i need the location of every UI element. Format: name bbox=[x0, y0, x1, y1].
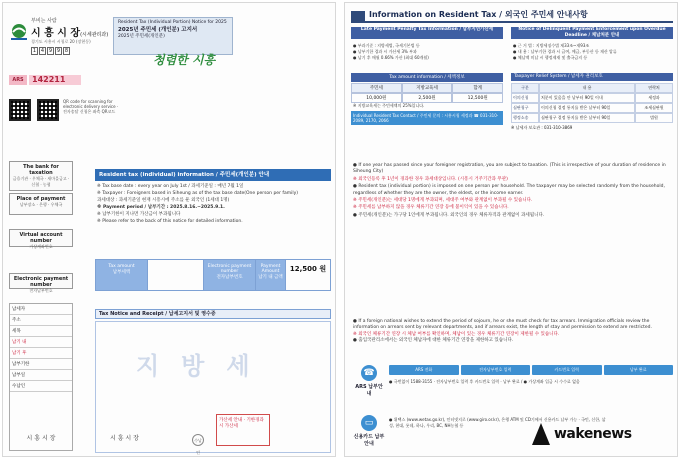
table-row: 심판청구 이의신청 결정 통지를 받은 날부터 90일 조세심판원 bbox=[511, 103, 673, 113]
relief-table: 구분 내 용 연락처 이의신청 처분이 있음을 안 날부터 90일 이내 세정과 심판청구 이의신청 결정 통지를 받은 날부터 90일 조세심판원 행정소송 심판청구 결정 통지를 받은 날부터 90일 법원 ※ 납세자 보호관 : 031-310-3869 bbox=[511, 83, 673, 131]
relief-header: Taxpayer Relief System / 납세자 권리보호 bbox=[511, 73, 673, 81]
side-receipt-form: 납세자 주소 세목 납기 내 납기 후 납부기한 납부일 수납인 시 흥 시 장 bbox=[9, 303, 73, 451]
issuer-sub: 부비는 사람 bbox=[31, 18, 57, 24]
penalty-notice-box: 가산세 안내 · 기한경과 시 가산세 bbox=[216, 414, 270, 446]
resident-tax-info-header: Resident tax (individual) information / 주민세(개인분) 안내 bbox=[95, 169, 331, 181]
ars-label: ARS bbox=[9, 75, 27, 85]
title-accent-icon bbox=[351, 11, 365, 21]
virtual-account-stub: Virtual account number 가상계좌번호 bbox=[9, 229, 73, 247]
tax-amount-header: Tax amount information / 세액정보 bbox=[351, 73, 503, 82]
resident-tax-info-body: ※ Tax base date : every year on July 1st / 과세기준일 : 매년 7월 1일 ※ Taxpayer : Foreigners based in Siheung as of the tax base date(One person per family) 과세대상 : 과세기준일 현재 시흥시에 주소를 둔 외국인 (1세대 1명) ※ Payment period / 납부기간 : 2025.8.16.~2025.9.1. ※ 납부기한이 지나면 가산금이 부과됩니다 ※ Please refer to the back of this notice for detailed information. bbox=[97, 184, 299, 224]
qr-code-icon[interactable] bbox=[37, 99, 59, 121]
table-row: 이의신청 처분이 있음을 안 날부터 90일 이내 세정과 bbox=[511, 93, 673, 103]
electronic-payment-stub: Electronic payment number 전자납부번호 bbox=[9, 273, 73, 289]
postal-code-digits: 1 4 9 9 8 bbox=[32, 48, 69, 54]
card-payment-text: ● 위택스 (www.wetax.go.kr), 인터넷지로 (www.giro.or.kr), 은행 ATM 및 CD기에서 신용카드 납부 가능 · 국민, 신한, 삼성, 현대, 롯데, 하나, 우리, BC, NH농협 등 bbox=[389, 417, 606, 428]
ars-steps: ARS 전화 전자납부번호 입력 카드번호 입력 납부 완료 bbox=[389, 365, 673, 375]
ars-sub-text: ● 국번없이 1588-3155 · 전자납부번호 입력 후 카드번호 입력 · 납부 완료 / ● 가상계좌 입금 시 수수료 없음 bbox=[389, 379, 580, 384]
place-of-payment-stub: Place of payment 납부장소 · 은행 · 우체국 bbox=[9, 193, 73, 215]
credit-card-icon: ▭ bbox=[361, 415, 377, 431]
page-title: Information on Resident Tax / 외국인 주민세 안내사항 bbox=[351, 9, 673, 23]
qr-caption: QR code for scanning for electronic delivery service · 전자송달 신청은 좌측 QR코드 bbox=[63, 99, 119, 114]
qr-code-icon[interactable] bbox=[9, 99, 31, 121]
awakenews-watermark: wakenews bbox=[530, 420, 670, 448]
ars-payment-guide: ☎ ARS 납부안내 bbox=[353, 365, 385, 401]
tax-note: ※ 지방교육세는 주민세액의 25%입니다. bbox=[353, 103, 425, 108]
tax-amount-table: 주민세 지방교육세 합계 10,000원 2,500원 12,500원 bbox=[351, 83, 503, 103]
receipt-body bbox=[95, 321, 331, 453]
notice-title-kr: 2025년 주민세 (개인분) 고지서 bbox=[118, 27, 198, 33]
delinquent-notice-body: ● 근 거 법 : 지방세징수법 제33조~제93조 ● 내 용 : 납부기한 경과 시 급여, 예금, 부동산 등 재산 압류 ● 체납액 미납 시 행정제재 및 출국금지 등 bbox=[513, 43, 617, 60]
late-penalty-body: ● 부과기준 : 지방세법, 국세기본법 등 ● 납부기한 경과 시 가산세 3% 부과 ● 납기 후 매월 0.66% 가산 (최대 60개월) bbox=[353, 43, 429, 60]
notice-subtitle-kr: 2025년 주민세(개인분) bbox=[118, 34, 165, 39]
issuer-name: 시 흥 시 장(시세관리과) bbox=[31, 28, 109, 39]
amount-table: Tax amount 납부세액 Electronic payment number 전자납부번호 Payment Amount 납기 내 금액 12,500 원 bbox=[95, 259, 331, 291]
notice-title-en: Resident Tax (Individual Portion) Notice for 2025 bbox=[118, 20, 227, 25]
receipt-header: Tax Notice and Receipt / 납세고지서 및 영수증 bbox=[95, 309, 331, 319]
phone-icon: ☎ bbox=[361, 365, 377, 381]
taxation-notes: ● If one year has passed since your foreigner registration, you are subject to taxation. (This is irrespective of your duration of residence in Siheung City) ※ 외국인등록 후 1년이 경과한 경우 과세대상입니다. (시흥시 거주기간과 무관) ● Resident tax (individual portion) is imposed on one person per household. The taxpayer may be selected randomly from the household, regardless of whether they are the owner, the eldest, or the income earner. ※ 주민세(개인분)는 세대당 1명에게 부과되며, 세대주 여부와 관계없이 부과될 수 있습니다. ※ 주민세를 납부하지 않을 경우 체류기간 연장 등에 불이익이 있을 수 있습니다. ● 주민세(개인분)는 가구당 1인에게 부과됩니다. 외국인의 경우 체류자격과 관계없이 과세됩니다. bbox=[353, 163, 666, 218]
receipt-office-name: 시 흥 시 장 bbox=[110, 435, 139, 442]
contact-box: Individual Resident Tax Contact / 주민세 문의 : 시흥시청 세정과 ☎ 031-310-2089, 2170, 2066 bbox=[351, 111, 503, 125]
payment-amount: 12,500 원 bbox=[289, 265, 327, 273]
table-row: 행정소송 심판청구 결정 통지를 받은 날부터 90일 법원 bbox=[511, 113, 673, 123]
relief-note: ※ 납세자 보호관 : 031-310-3869 bbox=[511, 125, 573, 130]
issuer-block bbox=[31, 17, 109, 55]
awakenews-logo-icon bbox=[530, 423, 552, 445]
late-penalty-header: Late Payment Penalty Tax Information / 납부지연가산세 bbox=[351, 27, 503, 39]
delinquent-notice-header: Notice of Delinquent Payment Enforcement upon Overdue Deadline / 체납처분 안내 bbox=[511, 27, 673, 39]
card-payment-guide: ▭ 신용카드 납부안내 bbox=[353, 415, 385, 451]
issuer-address: 경기도 시흥시 시청로 20 (장현동) bbox=[31, 39, 91, 44]
ars-code: 142211 bbox=[29, 75, 81, 85]
siheung-city-logo-icon bbox=[9, 23, 29, 41]
bank-stub: The bank for taxation 금융기관 · 우체국 · 새마을금고 · 신협 · 농협 bbox=[9, 161, 73, 191]
sojourn-extension-notes: ● If a foreign national wishes to extend the period of sojourn, he or she must check for tax arrears. Immigration officials review the information on arrears sent by relevant departments, and if arrears exist, the length of stay and permission to extend are restricted. ※ 외국인 체류기간 연장 시 체납 여부를 확인하며, 체납이 있는 경우 체류기간 연장이 제한될 수 있습니다. ● 출입국관리소에서는 외국인 체납자에 대한 체류기간 연장을 제한하고 있습니다. bbox=[353, 319, 652, 344]
city-slogan: 청렴한 시흥 bbox=[153, 53, 216, 67]
side-office-name: 시 흥 시 장 bbox=[26, 435, 56, 442]
receipt-seal: 수납인 bbox=[192, 434, 204, 446]
tax-notice-back-page bbox=[344, 2, 678, 457]
notice-title-box bbox=[113, 17, 233, 55]
tax-notice-front-page bbox=[2, 2, 336, 457]
receipt-ghost-text: 지방세 bbox=[136, 352, 272, 380]
